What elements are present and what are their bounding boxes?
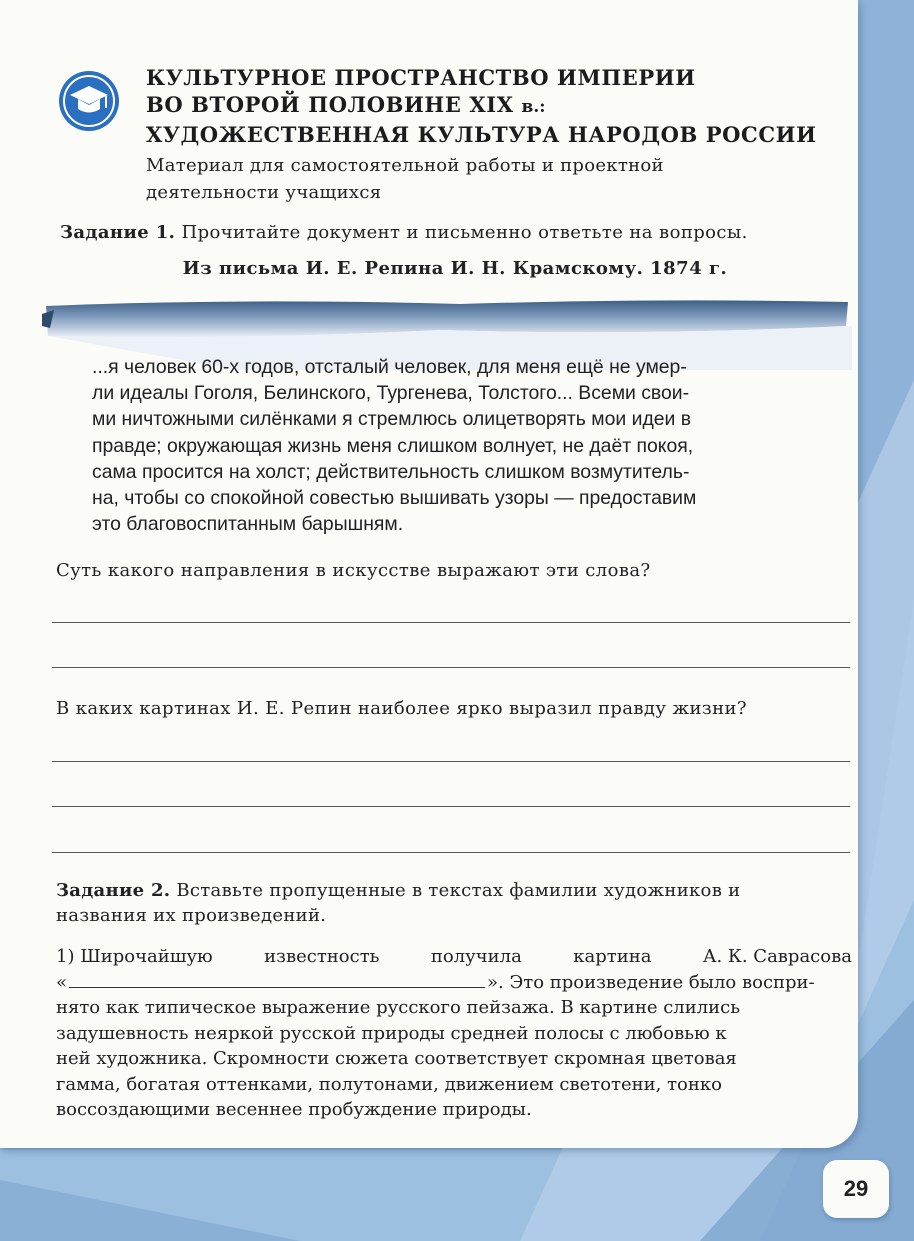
paragraph-blank-line: « ». Это произведение было воспри- (56, 971, 815, 993)
paragraph-first-line: 1) Широчайшую известность получила картина А. К. Саврасова (56, 946, 852, 967)
question-1: Суть какого направления в искусстве выражают эти слова? (56, 560, 651, 581)
answer-line[interactable] (52, 761, 850, 762)
chapter-subtitle: Материал для самостоятельной работы и проектной деятельности учащихся (146, 155, 664, 203)
answer-line[interactable] (52, 622, 850, 623)
title-line-3: ХУДОЖЕСТВЕННАЯ КУЛЬТУРА НАРОДОВ РОССИИ (146, 122, 817, 147)
document-source: Из письма И. Е. Репина И. Н. Крамскому. 1874 г. (182, 258, 728, 279)
task-2-label: Задание 2. (56, 880, 171, 901)
task-2-paragraph-1: 1) Широчайшую известность получила картина А. К. Саврасова « ». Это произведение было воспри- нято как типическое выражение русского пейзажа. В картине слились задушевность неяркой русской природы средней полосы с любовью к ней художника. Скромности сюжета соответствует скромная цветовая гамма, богатая оттенками, полутонами, движением светотени, тонко воссоздающими весеннее пробуждение природы. (56, 946, 852, 1120)
question-2: В каких картинах И. Е. Репин наиболее ярко выразил правду жизни? (56, 698, 747, 719)
answer-line[interactable] (52, 852, 850, 853)
graduation-cap-icon (58, 70, 120, 132)
task-1-text: Прочитайте документ и письменно ответьте на вопросы. (181, 222, 748, 243)
task-1-label: Задание 1. (60, 222, 176, 243)
task-2-heading: Задание 2. Вставьте пропущенные в текстах фамилии художников и названия их произведений. (56, 880, 741, 926)
task-1-heading (60, 222, 850, 243)
title-line-2: ВО ВТОРОЙ ПОЛОВИНЕ XIX в.: (146, 92, 546, 117)
fill-in-blank[interactable] (69, 973, 485, 988)
repin-letter-quote: ...я человек 60-х годов, отсталый человек, для меня ещё не умер- ли идеалы Гоголя, Белинского, Тургенева, Толстого... Всеми свои- ми ничтожными силёнками я стремлюсь олицетворять мои идеи в правде; окружающая жизнь меня слишком волнует, не даёт покоя, сама просится на холст; действительность слишком возмутитель- на, чтобы со спокойной совестью вышивать узоры — предоставим это благовоспитанным барышням. (92, 356, 697, 536)
chapter-title (146, 64, 846, 148)
answer-line[interactable] (52, 806, 850, 807)
page-number: 29 (823, 1160, 889, 1218)
answer-line[interactable] (52, 667, 850, 668)
title-line-1: КУЛЬТУРНОЕ ПРОСТРАНСТВО ИМПЕРИИ (146, 65, 696, 90)
